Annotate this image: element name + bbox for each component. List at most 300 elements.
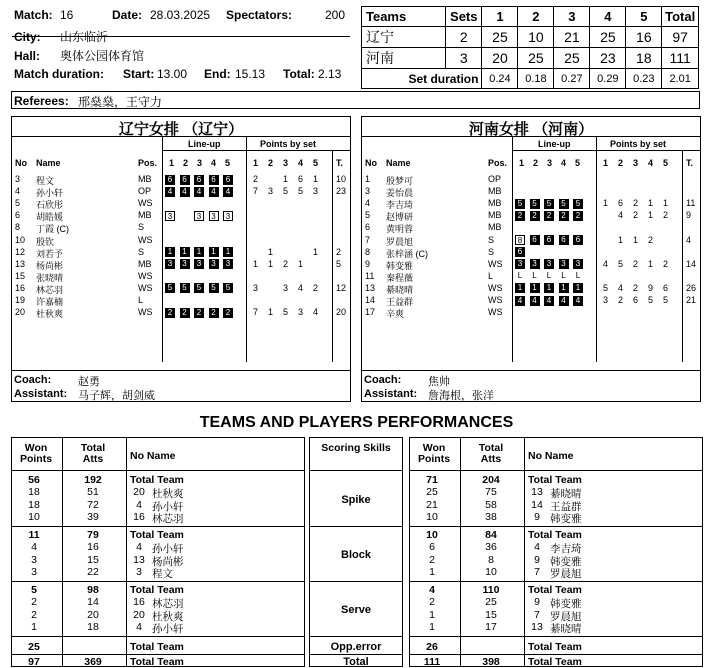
won-points: 1: [429, 565, 435, 578]
player-number: 14: [365, 295, 376, 305]
hall-value: 奥体公园体育馆: [60, 49, 145, 63]
player-number: 3: [15, 174, 21, 184]
player-number: 3: [136, 565, 142, 578]
lineup-set-header: 2: [183, 158, 189, 168]
player-number: 15: [15, 270, 26, 281]
lineup-set-header: 5: [225, 158, 231, 168]
lineup-position: L: [546, 271, 552, 281]
set-5-header: 5: [626, 7, 662, 27]
lineup-position: 6: [530, 235, 540, 245]
divider: [512, 150, 700, 151]
won-points: 11: [28, 529, 40, 541]
player-number: 7: [534, 565, 540, 578]
set-points: 25: [554, 48, 590, 69]
set-points: 1: [298, 258, 304, 269]
won-points: 2: [429, 553, 435, 566]
player-number: 13: [133, 553, 145, 566]
set-points: 5: [648, 295, 654, 305]
total-atts: 38: [485, 510, 497, 523]
set-points: 2: [313, 282, 319, 293]
lineup-position: 1: [180, 247, 190, 257]
lineup-position: 2: [165, 308, 175, 318]
player-number: 5: [365, 210, 371, 221]
referees-value: 邢燊燊，王守力: [78, 95, 163, 109]
lineup-position: 6: [515, 247, 525, 257]
player-name: 孙小轩: [36, 188, 64, 199]
total-atts: 20: [87, 608, 99, 621]
set-points: 2: [663, 258, 669, 269]
lineup-position: 3: [544, 259, 554, 269]
total-atts: 16: [87, 541, 99, 554]
points-by-set-header: Points by set: [260, 139, 317, 149]
skill-name: Opp.error: [330, 641, 382, 653]
player-position: WS: [138, 234, 153, 245]
set-points: 25: [590, 27, 626, 48]
player-name: 孙小轩: [152, 543, 184, 556]
won-points: 10: [28, 510, 40, 523]
set-points: 4: [618, 210, 624, 221]
total-points: 23: [336, 186, 347, 197]
lineup-position: 5: [223, 283, 233, 293]
lineup-position: 1: [573, 283, 583, 293]
player-position: MB: [488, 210, 502, 221]
t-header: T.: [336, 158, 344, 168]
set-points: 3: [268, 186, 274, 197]
lineup-position: 4: [530, 296, 540, 306]
set-points: 3: [313, 186, 319, 197]
lineup-position: 1: [194, 247, 204, 257]
points-set-header: 1: [603, 158, 609, 168]
t-header: T.: [686, 158, 694, 168]
set-points: 21: [554, 27, 590, 48]
end-value: 15.13: [235, 67, 266, 81]
set-points: 1: [253, 258, 259, 269]
player-name: Total Team: [130, 529, 184, 541]
total-points: 21: [686, 295, 697, 305]
player-position: L: [488, 270, 494, 281]
player-name: 杨尚彬: [152, 555, 184, 568]
player-name: 杜秋爽: [152, 488, 184, 501]
player-name: 黄明蓉: [386, 224, 414, 235]
player-name: 张梓涵 (C): [386, 248, 428, 259]
player-position: WS: [138, 282, 153, 293]
team-title: 辽宁女排 （辽宁）: [118, 121, 244, 138]
player-name: 秦程薇: [386, 272, 414, 283]
divider: [246, 136, 247, 362]
lineup-position: 5: [180, 283, 190, 293]
total-atts-header: Total Atts: [80, 442, 106, 465]
lineup-position: 3: [223, 211, 233, 221]
set-points: 1: [648, 210, 654, 221]
won-points: 5: [31, 584, 37, 596]
lineup-set-header: 1: [519, 158, 525, 168]
divider: [410, 654, 702, 655]
set-points: 2: [633, 210, 639, 221]
total-value: 2.13: [318, 67, 342, 81]
total-atts: 17: [485, 620, 497, 633]
lineup-position: 3: [165, 211, 175, 221]
set-points: 5: [603, 282, 609, 293]
lineup-position: 4: [180, 187, 190, 197]
team-title: 河南女排 （河南）: [468, 121, 594, 138]
no-header: No: [365, 158, 377, 168]
player-position: WS: [488, 258, 503, 269]
spectators-label: Spectators:: [226, 8, 293, 22]
total-header: Total: [662, 7, 699, 27]
total-atts: 369: [84, 656, 102, 668]
total-points: 10: [336, 174, 347, 184]
player-name: 韩变雅: [550, 512, 582, 525]
date-label: Date:: [112, 8, 143, 22]
player-name: Total Team: [528, 529, 582, 541]
skill-name: Total: [343, 656, 369, 668]
player-name: 王益群: [386, 297, 414, 307]
player-name: 许嘉楠: [36, 297, 64, 307]
player-number: 4: [136, 498, 142, 511]
player-position: MB: [138, 210, 152, 221]
lineup-set-header: 1: [169, 158, 175, 168]
player-name: Total Team: [130, 474, 184, 486]
player-position: WS: [138, 307, 153, 318]
lineup-header: Line-up: [188, 139, 221, 149]
lineup-position: L: [561, 271, 566, 281]
set-points: 1: [268, 258, 274, 269]
lineup-position: 2: [573, 211, 583, 221]
sets-won: 3: [446, 48, 482, 69]
performances-title: TEAMS AND PLAYERS PERFORMANCES: [199, 414, 514, 431]
team-panel-left: [11, 116, 351, 402]
lineup-set-header: 4: [561, 158, 567, 168]
player-name: 林芯羽: [152, 598, 184, 611]
player-number: 3: [365, 186, 371, 197]
player-number: 1: [365, 174, 371, 184]
set-points: 6: [633, 295, 639, 305]
won-points: 10: [426, 510, 438, 523]
won-points: 25: [426, 486, 438, 499]
total-atts: 98: [87, 584, 99, 596]
won-points: 18: [28, 486, 40, 499]
won-points: 2: [31, 608, 37, 621]
lineup-position: 2: [515, 211, 525, 221]
total-atts-header: Total Atts: [478, 442, 504, 465]
divider: [410, 636, 702, 637]
won-points-header: Won Points: [19, 442, 53, 465]
player-position: WS: [488, 307, 503, 318]
points-set-header: 5: [663, 158, 669, 168]
divider: [12, 636, 304, 637]
divider: [410, 526, 702, 527]
name-header: Name: [386, 158, 411, 168]
no-name-header: No Name: [130, 450, 176, 462]
player-name: 程文: [152, 567, 173, 580]
set-points: 1: [663, 198, 669, 209]
set-points: 1: [618, 234, 624, 245]
total-atts: 204: [482, 474, 500, 486]
match-number: 16: [60, 8, 74, 22]
lineup-position: 1: [209, 247, 219, 257]
lineup-position: 3: [165, 259, 175, 269]
points-set-header: 3: [633, 158, 639, 168]
lineup-position: 2: [209, 308, 219, 318]
total-points: 2: [336, 246, 342, 257]
player-number: 9: [365, 258, 371, 269]
lineup-position: 5: [165, 283, 175, 293]
set-duration: 0.23: [626, 69, 662, 89]
total-points: 11: [686, 198, 696, 209]
player-name: 林芯羽: [36, 284, 64, 295]
player-name: 綦晓晴: [550, 622, 582, 635]
player-number: 14: [531, 498, 543, 511]
set-points: 3: [253, 282, 259, 293]
points-set-header: 4: [648, 158, 654, 168]
divider: [362, 370, 700, 371]
divider: [12, 581, 304, 582]
won-points: 1: [429, 620, 435, 633]
assistant-label: Assistant:: [364, 388, 418, 400]
player-position: S: [488, 246, 495, 257]
divider: [310, 470, 402, 471]
set-points: 1: [313, 174, 319, 184]
set-points: 2: [633, 282, 639, 293]
total-atts: 72: [87, 498, 99, 511]
player-position: S: [488, 234, 495, 245]
lineup-position: 1: [165, 247, 175, 257]
lineup-position: 3: [559, 259, 569, 269]
set-duration-label: Set duration: [362, 69, 482, 89]
player-name: 韩变雅: [550, 598, 582, 611]
won-points: 4: [31, 541, 37, 554]
player-position: MB: [488, 186, 502, 197]
player-name: 王益群: [550, 500, 582, 513]
player-name: Total Team: [528, 474, 582, 486]
divider: [310, 526, 402, 527]
lineup-position: 5: [559, 199, 569, 209]
score-table: [361, 6, 699, 89]
lineup-position: 1: [530, 283, 540, 293]
divider: [332, 150, 333, 362]
lineup-position: 3: [515, 259, 525, 269]
set-points: 23: [590, 48, 626, 69]
player-number: 16: [133, 596, 145, 609]
hall-label: Hall:: [14, 49, 41, 63]
lineup-set-header: 3: [197, 158, 203, 168]
lineup-position: 4: [223, 187, 233, 197]
set-points: 2: [253, 174, 259, 184]
player-name: Total Team: [130, 656, 184, 668]
player-name: 杜秋爽: [152, 610, 184, 623]
lineup-position: 3: [223, 259, 233, 269]
lineup-position: 1: [515, 283, 525, 293]
won-points: 3: [31, 565, 37, 578]
set-points: 5: [618, 258, 624, 269]
player-number: 20: [133, 608, 145, 621]
player-name: 胡皓媛: [36, 212, 64, 223]
player-name: 綦晓晴: [550, 488, 582, 501]
won-points: 10: [426, 529, 438, 541]
total-atts: 8: [488, 553, 494, 566]
set-1-header: 1: [482, 7, 518, 27]
set-points: 4: [313, 307, 319, 318]
player-name: 韩变雅: [550, 555, 582, 568]
player-name: Total Team: [130, 584, 184, 596]
coach-name: 焦帅: [428, 376, 450, 388]
won-points: 21: [426, 498, 438, 511]
divider: [12, 654, 304, 655]
points-set-header: 3: [283, 158, 289, 168]
total-atts: 398: [482, 656, 500, 668]
player-number: 4: [136, 541, 142, 554]
set-2-header: 2: [518, 7, 554, 27]
lineup-position: 5: [194, 283, 204, 293]
player-position: WS: [488, 295, 503, 305]
player-number: 13: [365, 282, 376, 293]
lineup-position: 2: [544, 211, 554, 221]
start-value: 13.00: [157, 67, 188, 81]
spectators-value: 200: [325, 8, 346, 22]
set-points: 1: [633, 234, 639, 245]
set-points: 1: [283, 174, 289, 184]
lineup-position: 2: [194, 308, 204, 318]
set-points: 5: [283, 186, 289, 197]
set-points: 3: [283, 282, 289, 293]
set-points: 1: [268, 246, 274, 257]
player-name: 殷梦可: [386, 176, 414, 186]
set-points: 2: [663, 210, 669, 221]
lineup-position: 2: [530, 211, 540, 221]
won-points: 4: [429, 584, 435, 596]
player-position: OP: [138, 186, 152, 197]
lineup-position: 1: [223, 247, 233, 257]
divider: [62, 438, 63, 666]
player-number: 10: [15, 234, 26, 245]
lineup-set-header: 4: [211, 158, 217, 168]
player-number: 5: [15, 198, 21, 209]
lineup-position: L: [517, 271, 523, 281]
player-name: 姜怡晨: [386, 188, 414, 199]
divider: [12, 36, 350, 37]
won-points-header: Won Points: [417, 442, 451, 465]
lineup-position: 3: [194, 259, 204, 269]
pos-header: Pos.: [488, 158, 508, 168]
total-atts: 79: [87, 529, 99, 541]
set-points: 1: [313, 246, 319, 257]
perf-right-table: [409, 437, 703, 667]
name-header: Name: [36, 158, 61, 168]
lineup-position: 6: [209, 175, 219, 185]
lineup-position: 1: [559, 283, 569, 293]
player-position: MB: [488, 198, 502, 209]
won-points: 1: [31, 620, 37, 633]
won-points: 111: [423, 656, 441, 668]
set-points: 5: [663, 295, 669, 305]
set-points: 5: [298, 186, 304, 197]
lineup-position: 3: [180, 259, 190, 269]
scoring-skills-header: Scoring Skills: [321, 442, 391, 454]
player-number: 8: [15, 222, 21, 233]
lineup-position: 4: [544, 296, 554, 306]
city-label: City:: [14, 30, 41, 44]
player-name: 綦晓晴: [386, 284, 414, 295]
player-number: 4: [365, 198, 371, 209]
performances-table: [11, 437, 703, 668]
team-panel-right: [361, 116, 701, 402]
lineup-set-header: 2: [533, 158, 539, 168]
set-points: 10: [518, 27, 554, 48]
total-points: 4: [686, 234, 692, 245]
set-points: 9: [648, 282, 654, 293]
match-date: 28.03.2025: [150, 8, 211, 22]
total-atts: 10: [485, 565, 497, 578]
player-name: Total Team: [528, 656, 582, 668]
total-atts: 39: [87, 510, 99, 523]
player-number: 13: [15, 258, 26, 269]
set-points: 4: [618, 282, 624, 293]
lineup-position: 4: [209, 187, 219, 197]
set-duration: 0.24: [482, 69, 518, 89]
divider: [362, 136, 700, 137]
points-set-header: 2: [268, 158, 274, 168]
total-atts: 192: [84, 474, 102, 486]
points-set-header: 5: [313, 158, 319, 168]
player-number: 16: [15, 282, 26, 293]
player-number: 13: [531, 620, 543, 633]
set-points: 2: [283, 258, 289, 269]
won-points: 2: [31, 596, 37, 609]
total-points: 26: [686, 282, 697, 293]
set-points: 5: [283, 307, 289, 318]
player-number: 8: [365, 246, 371, 257]
set-points: 6: [663, 282, 669, 293]
lineup-position: 3: [573, 259, 583, 269]
divider: [460, 438, 461, 666]
team-name: 河南: [362, 48, 446, 69]
player-name: Total Team: [528, 584, 582, 596]
lineup-position: 6: [223, 175, 233, 185]
lineup-position: 5: [515, 199, 525, 209]
lineup-position: 6: [194, 175, 204, 185]
lineup-position: L: [575, 271, 581, 281]
lineup-header: Line-up: [538, 139, 571, 149]
divider: [162, 150, 350, 151]
total-atts: 18: [87, 620, 99, 633]
perf-left-table: [11, 437, 305, 667]
lineup-position: 1: [544, 283, 554, 293]
player-number: 16: [133, 510, 145, 523]
start-label: Start:: [123, 67, 155, 81]
player-number: 6: [365, 222, 371, 233]
set-points: 2: [618, 295, 624, 305]
perf-skills-table: [309, 437, 403, 667]
player-name: 殷钦: [36, 236, 55, 247]
set-points: 4: [603, 258, 609, 269]
set-points: 1: [648, 258, 654, 269]
player-name: Total Team: [130, 641, 184, 653]
points-set-header: 2: [618, 158, 624, 168]
set-4-header: 4: [590, 7, 626, 27]
set-points: 2: [633, 258, 639, 269]
coach-label: Coach:: [14, 374, 52, 386]
skill-name: Spike: [341, 494, 371, 506]
won-points: 26: [426, 641, 438, 653]
player-name: 石欣彤: [36, 200, 64, 211]
sets-header: Sets: [446, 7, 482, 27]
lineup-position: 4: [573, 296, 583, 306]
set-duration: 0.18: [518, 69, 554, 89]
lineup-position: L: [532, 271, 537, 281]
pos-header: Pos.: [138, 158, 158, 168]
lineup-position: 4: [165, 187, 175, 197]
player-number: 9: [534, 553, 540, 566]
